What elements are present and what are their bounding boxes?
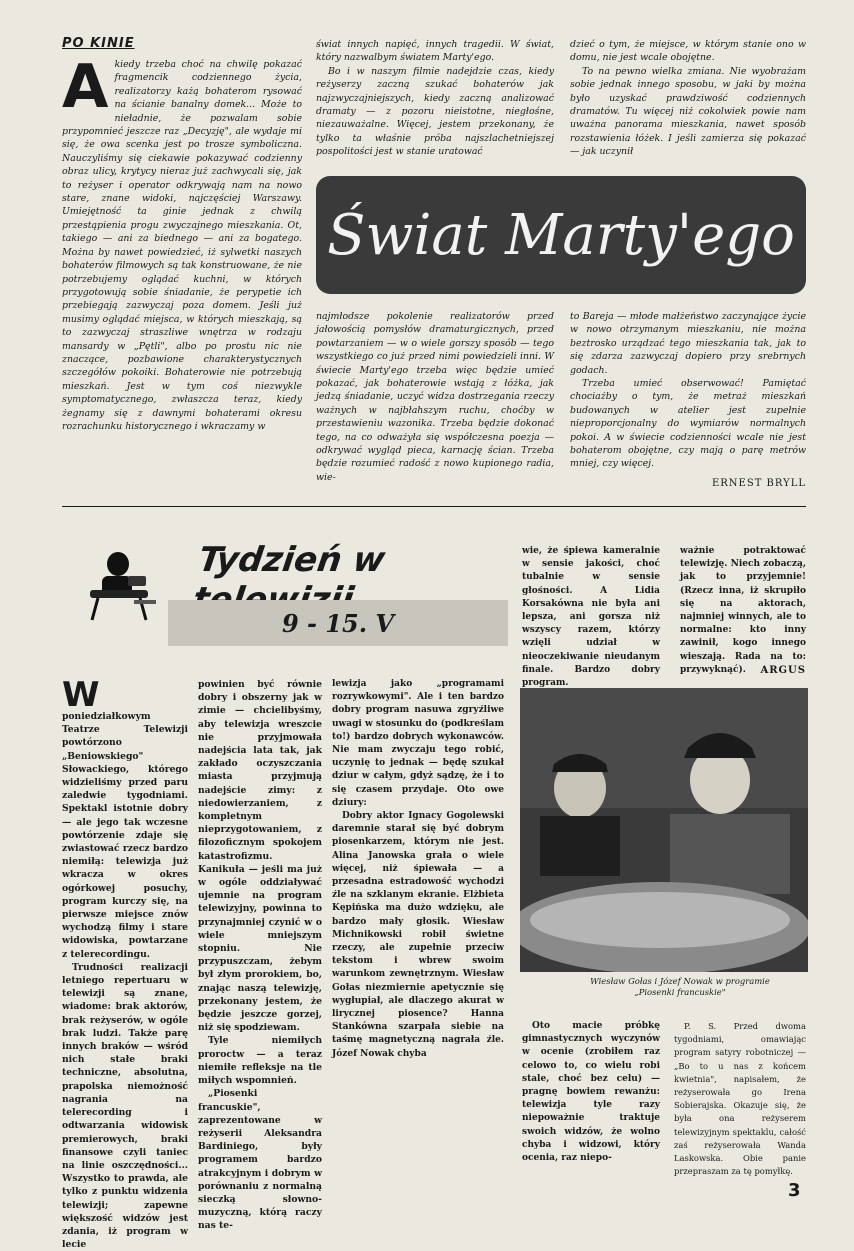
article1-col3-top-p2: To na pewno wielka zmiana. Nie wyobrażam sobie jednak innego sposobu, w jaki by można było uzyskać prawdziwość codziennych dramatów. Tu więcej niż cokolwiek powie nam uważna panorama mieszkania, nawet sposób rozstawienia łóżek. I jeśli zamierza się pokazać — jak uczynił bbox=[570, 65, 806, 158]
article2-col3-p2: Dobry aktor Ignacy Gogolewski daremnie starał się być dobrym piosenkarzem, którym nie jest. Alina Janowska grała o wiele więcej, niż śpiewała — a przesadna estradowość wychodzi źle na szklanym ekranie. Elżbieta Kępińska ma dużo wdzięku, ale bardzo mały głosik. Wiesław Michnikowski robił świetne rzeczy, ale zupełnie przeciw tekstom i wbrew swoim warunkom zewnętrznym. Wiesław Gołas niezmiernie apetycznie się wygłupiał, ale dlaczego akurat w lirycznej piosence? Hanna Stankówna szarpała siebie na taśmę magnetyczną nagrała źle. Józef Nowak chyba bbox=[332, 811, 504, 1059]
section-label: PO KINIE bbox=[62, 36, 135, 51]
article2-column-3 bbox=[332, 678, 504, 1176]
article2-col2-p1: powinien być równie dobry i obszerny jak w zimie — chcielibyśmy, aby telewizja wreszcie nie przyjmowała nadejścia lata tak, jak zakłado oczyszczania miasta przyjmują nadejście zimy: z niedowierzaniem, z kompletnym nieprzygotowaniem, z filozoficznym spokojem katastrofizmu. Kanikuła — jeśli ma już w ogóle oddziaływać ujemnie na program telewizyjny, powinna to przynajmniej czynić w o wiele mniejszym stopniu. Nie przypuszczam, żebym był złym prorokiem, bo, znając naszą telewizję, przekonany jestem, że będzie jeszcze gorzej, niż się spodziewam. bbox=[198, 679, 322, 1034]
article2-col3-p1: lewizja jako „programami rozrywkowymi". Ale i ten bardzo dobry program nasuwa zgryźliwe uwagi w stosunku do (podkreślam to!) bardzo dobrych wykonawców. Nie mam zwyczaju tego robić, uczynię to jednak — będę szukał dziur w całym, gdyż sądzę, że i to się czasem przydaje. Oto owe dziury: bbox=[332, 679, 504, 808]
article1-col2-bottom: najmłodsze pokolenie realizatorów przed jałowością pomysłów dramaturgicznych, przed powtarzaniem — w o wiele gorszy sposób — tego wszystkiego co już przed nimi powiedzieli inni. W świecie Marty'ego trzeba więc będzie umieć pokazać, jak bohaterowie wstają z łóżka, jak jedzą śniadanie, uczyć widza dostrzegania rzeczy ważnych w najbłahszym ruchu, choćby w przestawieniu wazonika. Trzeba będzie dokonać tego, na co odważyła się współczesna poezja — odkrywać wygląd pieca, karnację ścian. Trzeba będzie rozumieć radość z nowo kupionego radia, wie- bbox=[316, 311, 554, 483]
article1-col1-text: kiedy trzeba choć na chwilę pokazać fragmencik codziennego życia, realizatorzy każą bohaterom rysować na ścianie banalny domek... Może to nieładnie, że pozwalam sobie przypomnieć jeszcze raz „Decyzję", ale wydaje mi się, że owa scenka jest po trosze symboliczna. Nauczyliśmy się ciekawie pokazywać codzienny obraz ulicy, krytycy nieraz już zachwycali się, jak to reżyser i operator odkrywają nam na nowo stare, znane widoki, najczęściej Warszawy. Umiejętność ta ginie jednak z chwilą przestąpienia progu zwyczajnego mieszkania. Ot, takiego — ani za biednego — ani za bogatego. Można by nawet powiedzieć, iż sylwetki naszych bohaterów filmowych są tak konstruowane, że nie potrzebujemy oglądać kuchni, w których przygotowują sobie śniadanie, że perypetie ich przebiegają zazwyczaj poza domem. Jeśli już musimy oglądać miejsca, w których mieszkają, są to zazwyczaj straszliwe wnętrza w rodzaju mansardy w „Pętli", albo po prostu nic nie znaczące, pozbawione charakterystycznych szczegółów pokoiki. Bohaterowie nie potrzebują mieszkań. Jest w tym coś niezwykle symptomatycznego, zwłaszcza teraz, kiedy żegnamy się z dawnymi bohaterami okresu rozrachunku historycznego i wkraczamy w bbox=[62, 59, 302, 432]
article2-column-5-bottom bbox=[674, 1020, 806, 1180]
article1-column-1 bbox=[62, 52, 302, 488]
article2-col4-top: wie, że śpiewa kameralnie w sensie jakości, choć tubalnie w sensie głośności. A Lidia Korsakówna nie była ani lepsza, ani gorsza niż wszyscy razem, którzy wzięli udział w nieoczekiwanie nieudanym finale. Bardzo dobry program. bbox=[522, 546, 660, 689]
article2-photo bbox=[520, 688, 808, 972]
article2-col5-bottom: P. S. Przed dwoma tygodniami, omawiając program satyry robotniczej — „Bo to u nas z końcem kwietnia", napisałem, że reżyserowała go Irena Sobierajska. Okazuje się, że była ona reżyserem telewizyjnym spektaklu, całość zaś reżyserowała Wanda Laskowska. Obie panie przepraszam za tę pomyłkę. bbox=[674, 1021, 806, 1177]
article1-col2-top-p1: świat innych napięć, innych tragedii. W świat, który nazwalbym światem Marty'ego. bbox=[316, 39, 554, 64]
article2-col4-bottom: Oto macie próbkę gimnastycznych wyczynów w ocenie (zrobiłem raz celowo to, co wielu robi stale, choć bez celu) — pragnę bowiem rewanżu: telewizja tyle razy niepoważnie traktuje swoich widzów, że wolno chyba i widzowi, który ocenia, raz niepo- bbox=[522, 1021, 660, 1164]
article1-author: ERNEST BRYLL bbox=[711, 478, 806, 489]
article2-col1-p1: poniedziałkowym Teatrze Telewizji powtórzono „Beniowskiego" Słowackiego, którego widzieliśmy przed paru zaledwie tygodniami. Spektakl istotnie dobry — ale jego tak wczesne powtórzenie zdaje się zwiastować rzecz bardzo niemiłą: telewizja już wkracza w okres ogórkowej posuchy, program kurczy się, na pierwsze miejsce znów wychodzą filmy i stare widowiska, powtarzane z telerecordingu. bbox=[62, 711, 188, 960]
section-divider bbox=[62, 506, 806, 507]
article2-column-2 bbox=[198, 678, 322, 1232]
article1-column-3-top bbox=[570, 38, 806, 168]
article1-col3-bottom-p1: to Bareja — młode małżeństwo zaczynające życie w nowo otrzymanym mieszkaniu, nie można beztrosko urządzać tego mieszkania tak, jak to się zdarza zazwyczaj dopiero przy srebrnych godach. bbox=[570, 311, 806, 376]
article2-col5-top: ważnie potraktować telewizję. Niech zobaczą, jak to przyjemnie! (Rzecz inna, iż skrupiło się na aktorach, najmniej winnych, ale to normalne: kto inny zawinił, kogo innego wieszają. Rada na to: przywyknąć). bbox=[680, 546, 806, 675]
article2-dropcap: W bbox=[62, 675, 100, 715]
article2-column-1 bbox=[62, 675, 188, 1251]
article2-column-4-top bbox=[522, 545, 660, 689]
article2-column-4-bottom bbox=[522, 1020, 660, 1180]
article1-col2-top-p2: Bo i w naszym filmie nadejdzie czas, kiedy reżyserzy zaczną szukać bohaterów jak najzwyczajniejszych, kiedy zaczną analizować dramaty — z pozoru nieistotne, niegłośne, niezauważalne. Więcej, jestem przekonany, że tylko ta właśnie próba najszlachetniejszej pospolitości jest w stanie uratować bbox=[316, 65, 554, 158]
article1-title: Świat Marty'ego bbox=[327, 202, 795, 268]
tv-viewer-icon bbox=[82, 548, 162, 624]
article1-col3-top-p1: dzieć o tym, że miejsce, w którym stanie ono w domu, nie jest wcale obojętne. bbox=[570, 39, 806, 64]
page-number: 3 bbox=[788, 1180, 801, 1201]
article2-title: Tydzień w bbox=[196, 540, 388, 580]
article2-col1-p2: Trudności realizacji letniego repertuaru w telewizji są znane, wiadome: brak aktorów, brak reżyserów, w ogóle brak ludzi. Także parę innych braków — wśród nich stałe braki techniczne, absolutna, prapolska niemożność nagrania na telerecording i odtwarzania widowisk premierowych, braki finansowe czyli taniec na linie oszczędności... Wszystko to prawda, ale tylko z punktu widzenia telewizji; zapewne większość widzów jest zdania, iż program w lecie bbox=[62, 961, 188, 1251]
article1-title-box bbox=[316, 176, 806, 294]
article2-photo-caption: Wiesław Gołas i Józef Nowak w programie „Piosenki francuskie" bbox=[590, 976, 770, 997]
article1-column-2-top bbox=[316, 38, 554, 168]
article2-signature: ARGUS bbox=[760, 665, 806, 676]
article2-dates: 9 - 15. V bbox=[281, 608, 395, 638]
article2-col2-p3: „Piosenki francuskie", zaprezentowane w reżyserii Aleksandra Bardiniego, były programem bardzo atrakcyjnym i dobrym w porównaniu z normalną sieczką słowno-muzyczną, którą raczy nas te- bbox=[198, 1088, 322, 1232]
article1-col3-bottom-p2: Trzeba umieć obserwować! Pamiętać chociażby o tym, że metraż mieszkań budowanych w atelier jest zupełnie nieproporcjonalny do wymiarów normalnych pokoi. A w świecie codzienności wcale nie jest bohaterom obojętne, czy mają o parę metrów mniej, czy więcej. bbox=[570, 378, 806, 470]
article1-column-3-bottom bbox=[570, 310, 806, 476]
article1-dropcap: A bbox=[62, 52, 109, 122]
article2-col2-p2: Tyle niemiłych proroctw — a teraz niemiłe refleksje na tle miłych wspomnień. bbox=[198, 1035, 322, 1087]
article1-column-2-bottom bbox=[316, 310, 554, 490]
article2-date-box bbox=[168, 600, 508, 646]
